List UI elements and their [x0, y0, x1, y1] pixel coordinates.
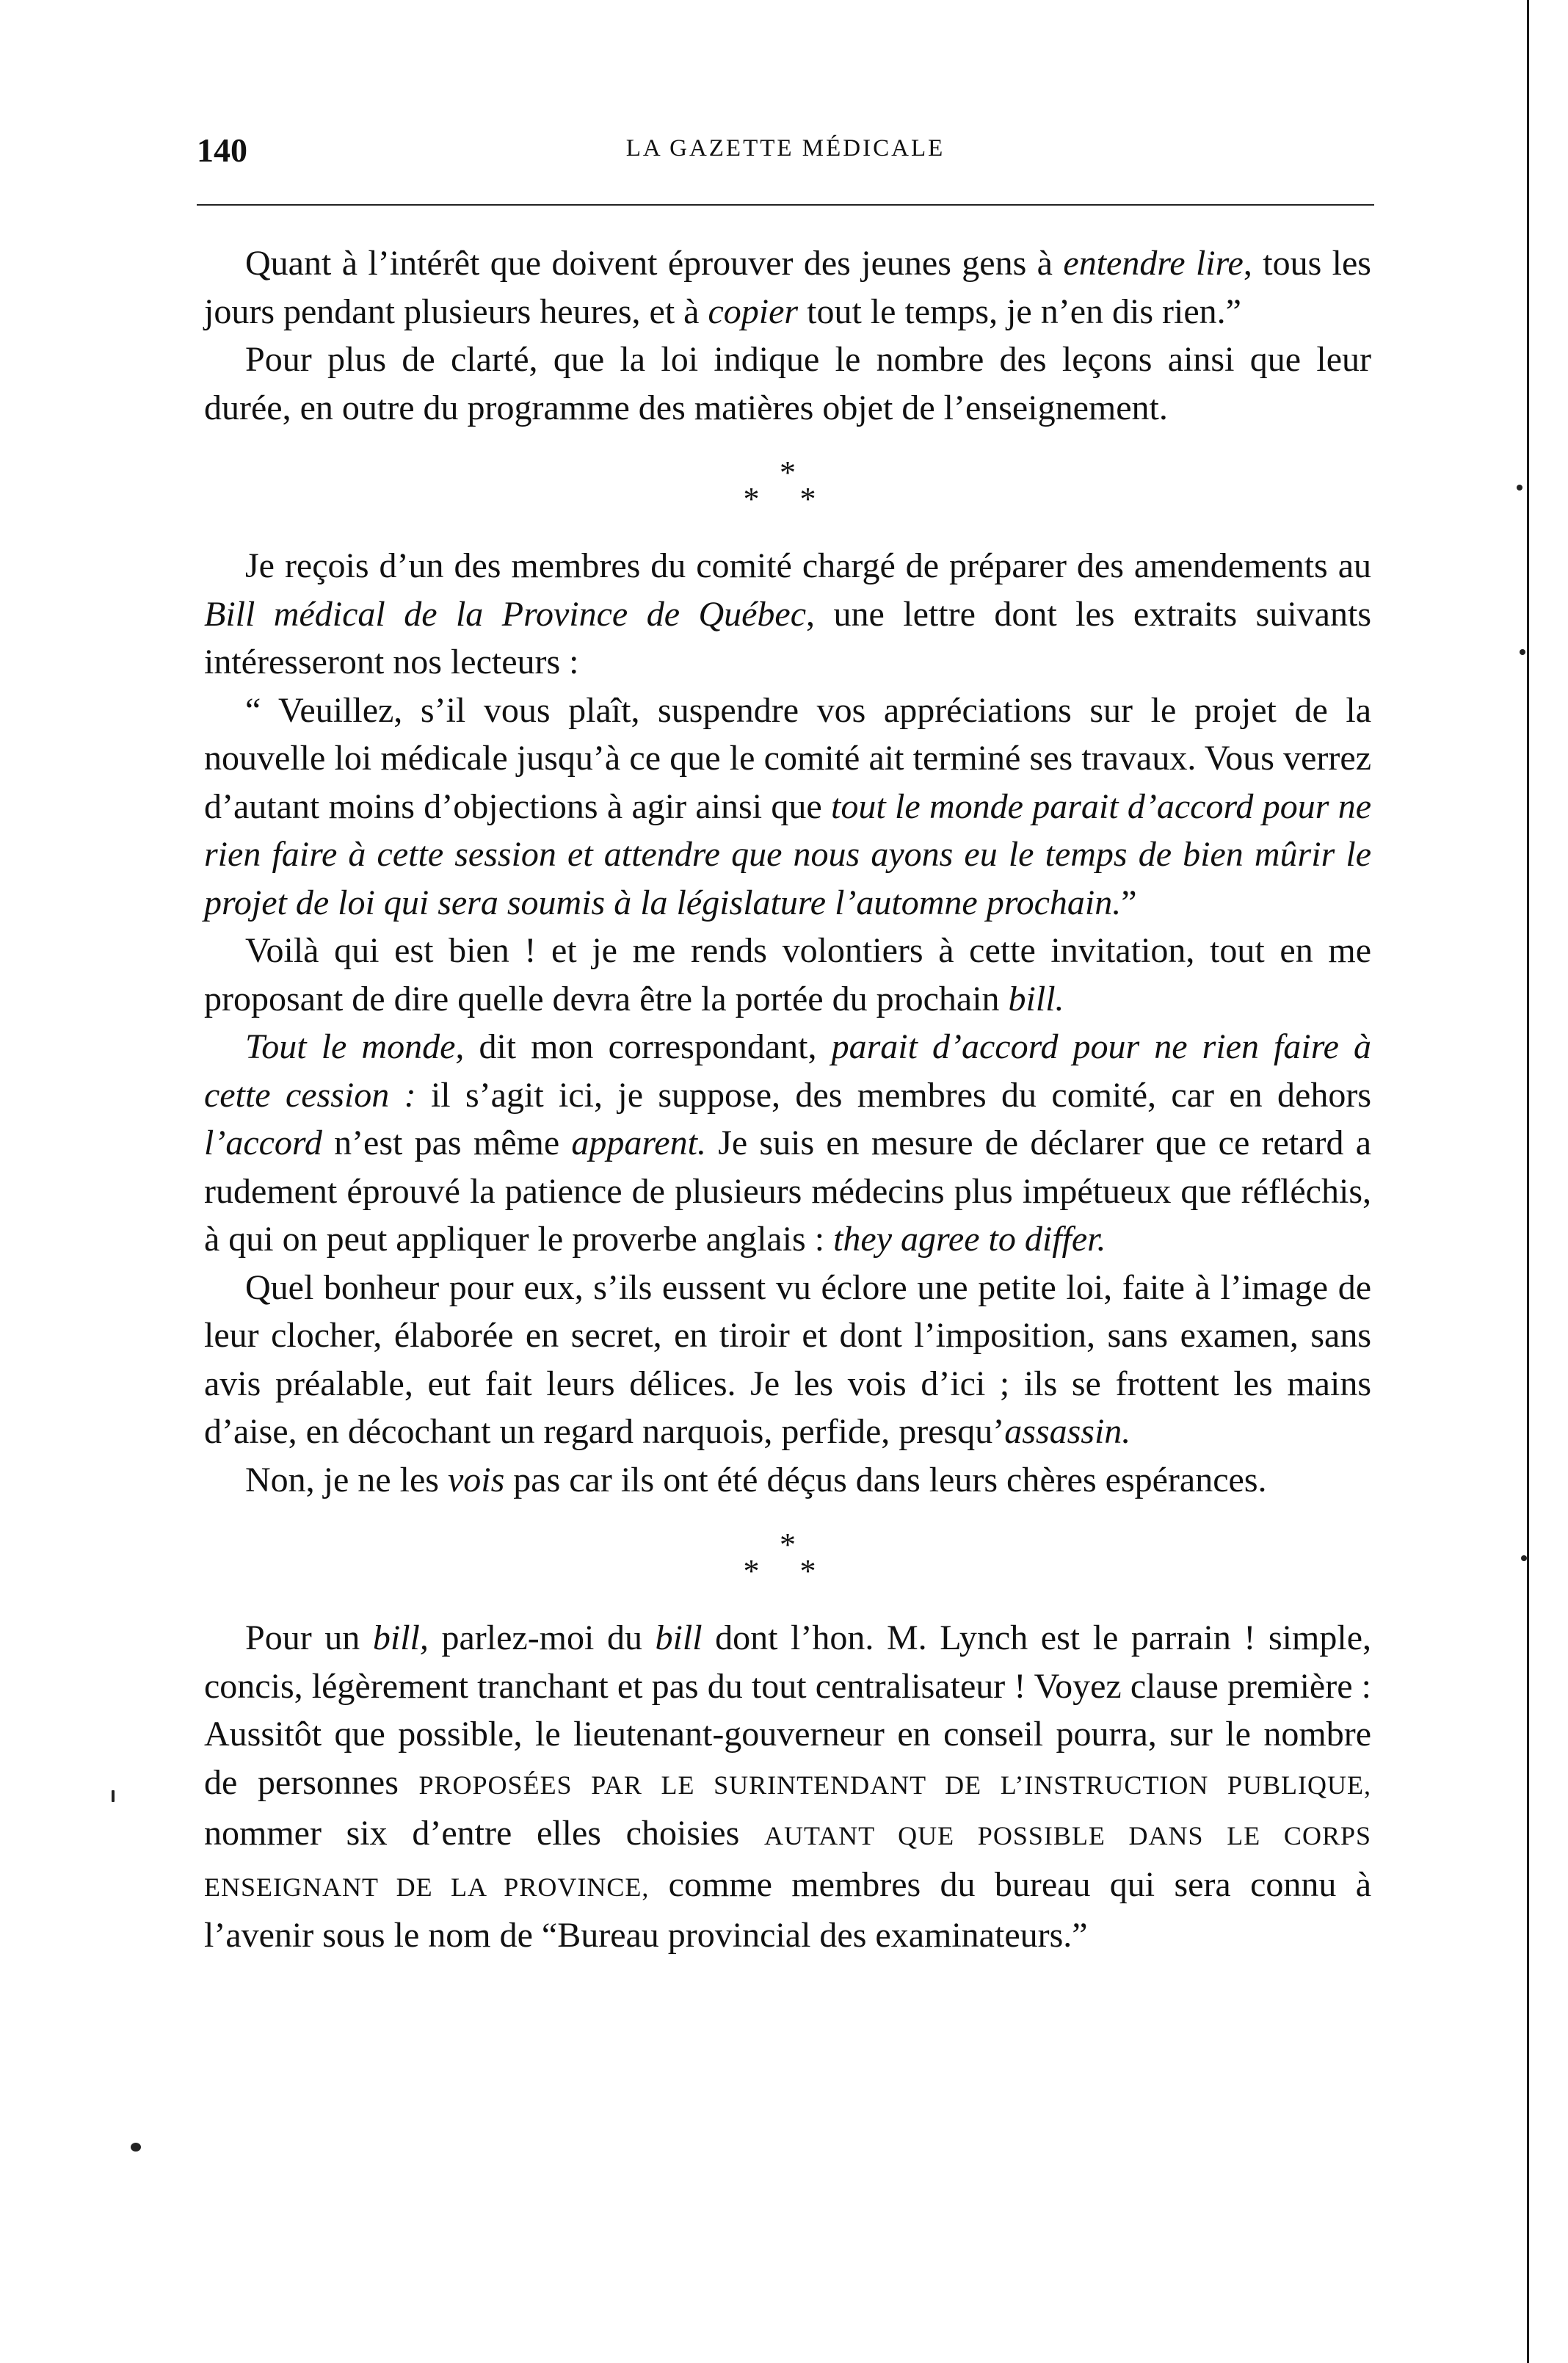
paragraph: Voilà qui est bien ! et je me rends volontiers à cette invitation, tout en me proposant de dire quelle devra être la portée du prochain bill.	[204, 931, 1371, 1018]
journal-title: LA GAZETTE MÉDICALE	[625, 135, 945, 162]
paragraph: Quant à l’intérêt que doivent éprouver des jeunes gens à entendre lire, tous les jours pendant plusieurs heures, et à copier tout le temps, je n’en dis rien.”	[204, 244, 1371, 331]
paragraph: Je reçois d’un des membres du comité chargé de préparer des amendements au Bill médical de la Province de Québec, une lettre dont les extraits suivants intéresseront nos lecteurs :	[204, 546, 1371, 681]
asterism-bottom: * *	[743, 1553, 832, 1589]
margin-speck	[1521, 1555, 1527, 1561]
body-text	[204, 239, 1371, 1960]
asterism-top: *	[780, 1527, 796, 1563]
paragraph: Pour plus de clarté, que la loi indique le nombre des leçons ainsi que leur durée, en outre du programme des matières objet de l’enseignement.	[204, 340, 1371, 427]
section-separator	[204, 432, 1371, 542]
margin-speck	[1520, 649, 1525, 655]
header-rule	[197, 204, 1374, 206]
asterism-top: *	[780, 455, 796, 491]
paragraph: Quel bonheur pour eux, s’ils eussent vu éclore une petite loi, faite à l’image de leur clocher, élaborée en secret, en tiroir et dont l’imposition, sans examen, sans avis préalable, eut fait leurs délices. Je les vois d’ici ; ils se frottent les mains d’aise, en décochant un regard narquois, perfide, presqu’assassin.	[204, 1267, 1371, 1451]
paragraph: Tout le monde, dit mon correspondant, parait d’accord pour ne rien faire à cette cession : il s’agit ici, je suppose, des membres du comité, car en dehors l’accord n’est pas même apparent. Je suis en mesure de déclarer que ce retard a rudement éprouvé la patience de plusieurs médecins plus impétueux que réfléchis, à qui on peut appliquer le proverbe anglais : they agree to differ.	[204, 1027, 1372, 1259]
asterism-bottom: * *	[743, 481, 832, 517]
margin-speck	[1517, 485, 1522, 491]
margin-speck	[112, 1790, 115, 1802]
running-head	[197, 131, 1374, 175]
margin-speck	[131, 2143, 141, 2152]
paragraph: Pour un bill, parlez-moi du bill dont l’hon. M. Lynch est le parrain ! simple, concis, légèrement tranchant et pas du tout centralisateur ! Voyez clause première : Aussitôt que possible, le lieutenant-gouverneur en conseil pourra, sur le nombre de personnes PROPOSÉES PAR LE SURINTENDANT DE L’INSTRUCTION PUBLIQUE, nommer six d’entre elles choisies AUTANT QUE POSSIBLE DANS LE CORPS ENSEIGNANT DE LA PROVINCE, comme membres du bureau qui sera connu à l’avenir sous le nom de “Bureau provincial des examinateurs.”	[204, 1618, 1372, 1955]
page-edge-line	[1527, 0, 1529, 2363]
quoted-letter: “ Veuillez, s’il vous plaît, suspendre vos appréciations sur le projet de la nouvelle loi médicale jusqu’à ce que le comité ait terminé ses travaux. Vous verrez d’autant moins d’objections à agir ainsi que tout le monde parait d’accord pour ne rien faire à cette session et attendre que nous ayons eu le temps de bien mûrir le projet de loi qui sera soumis à la législature l’automne prochain.”	[204, 690, 1371, 922]
page-number: 140	[197, 131, 247, 169]
paragraph: Non, je ne les vois pas car ils ont été déçus dans leurs chères espérances.	[245, 1460, 1267, 1499]
section-separator	[204, 1504, 1371, 1614]
